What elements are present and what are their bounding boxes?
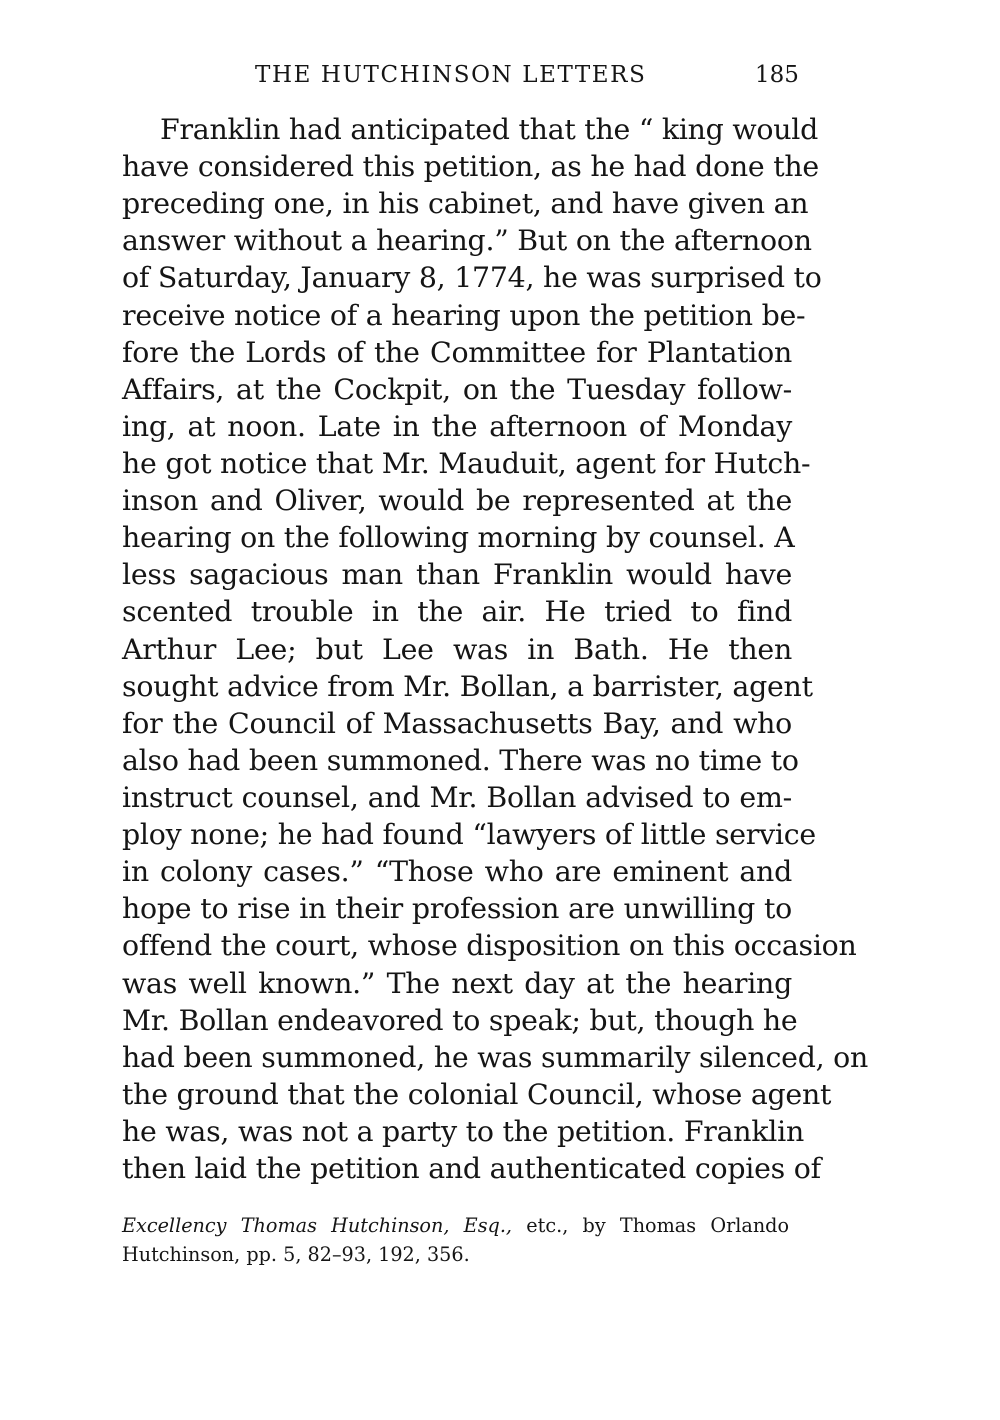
footnote-line: Hutchinson, pp. 5, 82–93, 192, 356.	[122, 1243, 470, 1266]
running-title: THE HUTCHINSON LETTERS	[255, 62, 647, 88]
footnote-text: etc., by Thomas Orlando	[512, 1214, 790, 1237]
footnote-line	[122, 1211, 789, 1240]
footnote	[122, 1211, 789, 1269]
body-line: then laid the petition and authenticated copies of	[122, 1152, 821, 1186]
body-line: Franklin had anticipated that the “ king would	[160, 113, 819, 146]
body-line: hearing on the following morning by counsel. A	[122, 521, 795, 555]
body-line: have considered this petition, as he had done the	[122, 150, 819, 184]
body-line: instruct counsel, and Mr. Bollan advised to em-	[122, 780, 792, 814]
body-line: sought advice from Mr. Bollan, a barrister, agent	[122, 669, 813, 703]
body-line: he got notice that Mr. Mauduit, agent for Hutch-	[122, 446, 811, 480]
body-line: inson and Oliver, would be represented at the	[122, 484, 792, 518]
body-line: ing, at noon. Late in the afternoon of Monday	[122, 409, 792, 443]
body-line: fore the Lords of the Committee for Plantation	[122, 335, 792, 369]
body-line: he was, was not a party to the petition. Franklin	[122, 1114, 804, 1148]
body-line: preceding one, in his cabinet, and have given an	[122, 187, 809, 221]
body-line: less sagacious man than Franklin would have	[122, 558, 792, 592]
running-head	[255, 58, 799, 92]
body-line: receive notice of a hearing upon the petition be-	[122, 298, 806, 332]
body-line: in colony cases.” “Those who are eminent and	[122, 855, 792, 889]
body-line: offend the court, whose disposition on this occasion	[122, 929, 857, 963]
body-line: Affairs, at the Cockpit, on the Tuesday follow-	[122, 372, 792, 406]
body-line: for the Council of Massachusetts Bay, and who	[122, 706, 792, 740]
page-number: 185	[755, 62, 799, 88]
body-line: ploy none; he had found “lawyers of little service	[122, 818, 816, 852]
body-line: also had been summoned. There was no time to	[122, 743, 799, 777]
body-line: hope to rise in their profession are unwilling to	[122, 892, 792, 926]
body-line: scented trouble in the air. He tried to find	[122, 595, 792, 629]
body-line: Mr. Bollan endeavored to speak; but, though he	[122, 1003, 798, 1037]
body-line: the ground that the colonial Council, whose agent	[122, 1077, 832, 1111]
body-line: had been summoned, he was summarily silenced, on	[122, 1040, 869, 1074]
body-line: was well known.” The next day at the hearing	[122, 966, 792, 1000]
body-line: of Saturday, January 8, 1774, he was surprised to	[122, 261, 822, 295]
body-line: Arthur Lee; but Lee was in Bath. He then	[122, 632, 792, 666]
footnote-title: Excellency Thomas Hutchinson, Esq.,	[122, 1214, 513, 1237]
body-text	[122, 111, 869, 1187]
body-line: answer without a hearing.” But on the afternoon	[122, 224, 812, 258]
